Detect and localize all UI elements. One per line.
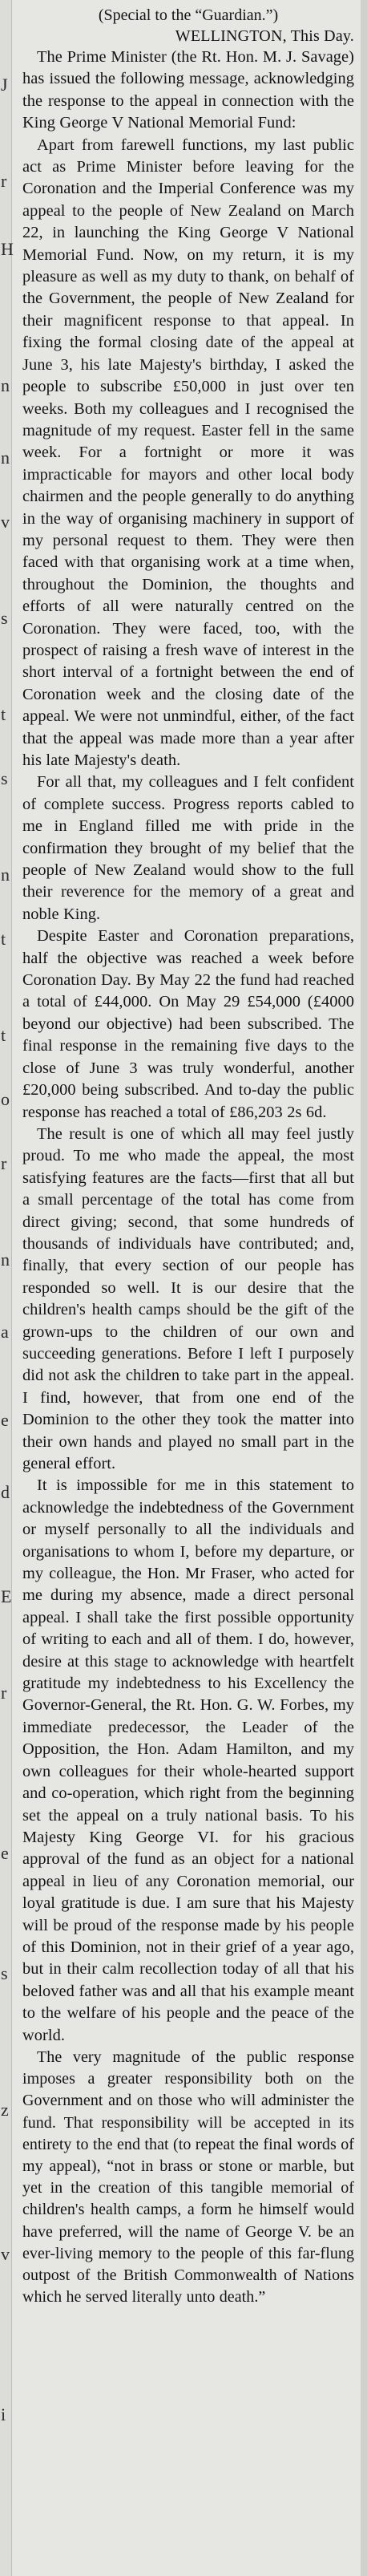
gutter-fragment: z bbox=[1, 2100, 9, 2120]
paragraph-confidence: For all that, my colleagues and I felt confident of complete success. Progress reports cabled to me in England filled me with pride in the confirmation they brought of my belief that the people of New Zealand would show to the full their reverence for the memory of a great and noble King. bbox=[22, 773, 354, 923]
gutter-fragment: s bbox=[1, 768, 8, 788]
gutter-fragment: n bbox=[1, 1250, 10, 1270]
paragraph-intro: The Prime Minister (the Rt. Hon. M. J. Savage) has issued the following message, acknowledging the response to the appeal in connection with the King George V National Memorial Fund: bbox=[22, 48, 354, 132]
paragraph-acknowledgements: It is impossible for me in this statement to acknowledge the indebtedness of the Government or myself personally to all the individuals and organisations to whom I, before my departure, or my colleague, the Hon. Mr Fraser, who acted for me during my absence, made a direct personal appeal. I shall take the first possible opportunity of writing to each and all of them. I do, however, desire at this stage to acknowledge with heartfelt gratitude my indebtedness to his Excellency the Governor-General, the Rt. Hon. G. W. Forbes, my immediate predecessor, the Leader of the Opposition, the Hon. Adam Hamilton, and my own colleagues for their whole-hearted support and co-operation, which right from the beginning set the appeal on a truly national basis. To his Majesty King George VI. for his gracious approval of the fund as an object for a national appeal in lieu of any Coronation memorial, our loyal gratitude is due. I am sure that his Majesty will be proud of the response made by his people of this Dominion, not in their grief of a year ago, but in their calm recollection today of all that his beloved father was and all that his example meant to the welfare of his people and the peace of the world. bbox=[22, 1476, 354, 2044]
gutter-fragment: i bbox=[1, 2404, 6, 2424]
gutter-fragment: t bbox=[1, 1025, 6, 1045]
gutter-fragment: v bbox=[1, 512, 10, 532]
gutter-fragment: J bbox=[1, 75, 8, 95]
article-column bbox=[22, 5, 354, 2308]
gutter-fragment: n bbox=[1, 865, 10, 885]
special-correspondent-line: (Special to the “Guardian.”) bbox=[98, 6, 279, 24]
gutter-fragment: H bbox=[1, 239, 14, 259]
gutter-fragment: n bbox=[1, 448, 10, 468]
dateline: WELLINGTON, This Day. bbox=[175, 27, 354, 45]
gutter-fragment: s bbox=[1, 1963, 8, 1983]
gutter-fragment: t bbox=[1, 704, 6, 724]
gutter-fragment: v bbox=[1, 2244, 10, 2264]
gutter-fragment: E bbox=[1, 1586, 12, 1606]
gutter-fragment: s bbox=[1, 608, 8, 628]
gutter-fragment: e bbox=[1, 1843, 9, 1863]
gutter-fragment: d bbox=[1, 1482, 10, 1502]
paragraph-result: The result is one of which all may feel justly proud. To me who made the appeal, the most satisfying features are the facts—first that all but a small percentage of the total has come from direct giving; second, that some hundreds of thousands of individuals have contributed; and, finally, that every section of our people has responded so well. It is our desire that the children's health camps should be the gift of the grown-ups to the children of our own and succeeding generations. Before I left I purposely did not ask the children to take part in the appeal. I find, however, that from one end of the Dominion to the other they took the matter into their own hands and played no small part in the general effort. bbox=[22, 1124, 354, 1472]
gutter-fragment: r bbox=[1, 1683, 7, 1703]
gutter-fragment: a bbox=[1, 1322, 9, 1342]
gutter-fragment: t bbox=[1, 929, 6, 949]
gutter-fragment: o bbox=[1, 1089, 10, 1109]
page-edge bbox=[361, 0, 367, 2576]
gutter-fragment: r bbox=[1, 1153, 7, 1173]
gutter-fragment: e bbox=[1, 1410, 9, 1430]
gutter-fragment: n bbox=[1, 375, 10, 395]
paragraph-farewell: Apart from farewell functions, my last public act as Prime Minister before leaving for the Coronation and the Imperial Conference was my appeal to the people of New Zealand on March 22, in launching the King George V National Memorial Fund. Now, on my return, it is my pleasure as well as my duty to thank, on behalf of the Government, the people of New Zealand for their magnificent response to that appeal. In fixing the formal closing date of the appeal at June 3, his late Majesty's birthday, I asked the people to subscribe £50,000 in just over ten weeks. Both my colleagues and I recognised the magnitude of my request. Easter fell in the same week. For a fortnight or more it was impracticable for mayors and other local body chairmen and the people generally to do anything in the way of organising machinery in support of my personal request to them. They were then faced with that organising work at a time when, throughout the Dominion, the thoughts and efforts of all were naturally centred on the Coronation. They were faced, too, with the prospect of raising a fresh wave of interest in the short interval of a fortnight between the end of Coronation week and the closing date of the appeal. We were not unmindful, either, of the fact that the appeal was made more than a year after his late Majesty's death. bbox=[22, 136, 354, 769]
gutter-fragment: r bbox=[1, 171, 7, 191]
adjacent-column-edge bbox=[0, 0, 12, 2576]
paragraph-fund-totals: Despite Easter and Coronation preparations, half the objective was reached a week before Coronation Day. By May 22 the fund had reached a total of £44,000. On May 29 £54,000 (£4000 beyond our objective) had been subscribed. The final response in the remaining five days to the close of June 3 was truly wonderful, another £20,000 being subscribed. And to-day the public response has reached a total of £86,203 2s 6d. bbox=[22, 927, 354, 1121]
paragraph-responsibility: The very magnitude of the public response imposes a greater responsibility both on the Government and on those who will administer the fund. That responsibility will be accepted in its entirety to the end that (to repeat the final words of my appeal), “not in brass or stone or marble, but yet in the creation of this tangible memorial of children's health camps, a form he himself would have preferred, will the name of George V. be an ever-living memory to the people of this far-flung outpost of the British Commonwealth of Nations which he served literally unto death.” bbox=[22, 2047, 354, 2307]
